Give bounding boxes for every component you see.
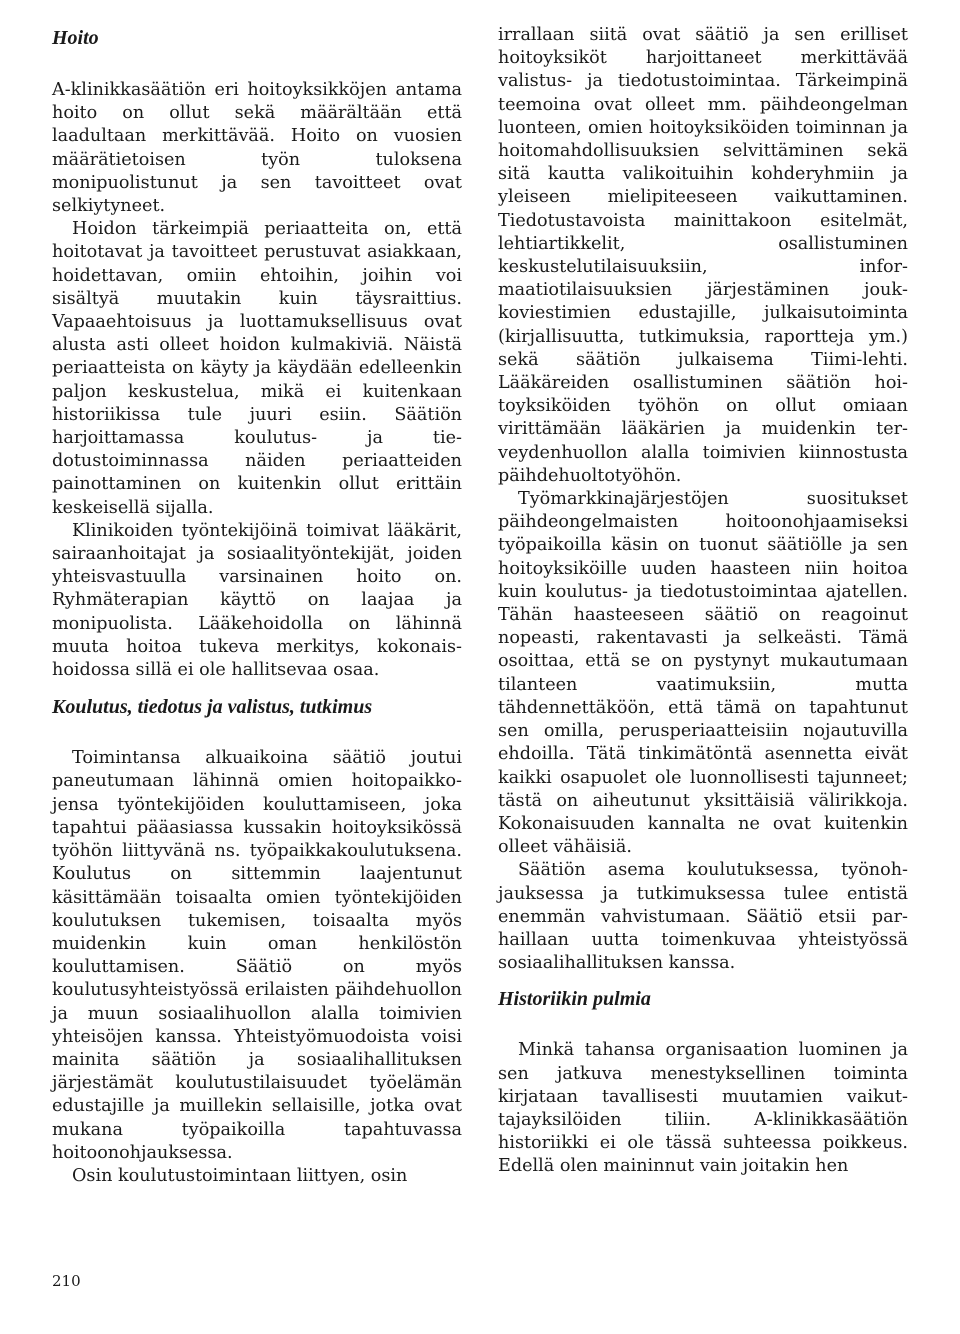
paragraph: Klinikoiden työntekijöinä toimivat lääkärit, sairaanhoitajat ja sosiaalityöntekijät, joiden yhteisvastuulla varsinainen hoito on. Ryhmäterapian käyttö on laajaa ja monipuolista. Lääkehoidolla on lähinnä muuta hoitoa tukeva merkitys, kokonaishoidossa sillä ei ole hallitsevaa osaa. [52, 520, 462, 681]
section-heading-hoito: Hoito [52, 27, 99, 49]
right-column [498, 24, 908, 1179]
section-heading-historiikin: Historiikin pulmia [498, 988, 651, 1011]
paragraph: Osin koulutustoimintaan liittyen, osin [72, 1165, 408, 1186]
paragraph: Minkä tahansa organisaation luominen ja sen jatkuva menestyksellinen toiminta kirjataan tavallisesti muutamien vaikuttajayksilöiden tiliin. A-klinikkasäätiön historiikki ei ole tässä suhteessa poikkeus. Edellä olen maininnut vain joitakin hen [498, 1040, 908, 1177]
page-number: 210 [52, 1272, 81, 1290]
paragraph: irrallaan siitä ovat säätiö ja sen erilliset hoitoyksiköt harjoittaneet merkittävää valistus- ja tiedotustoimintaa. Tärkeimpinä teemoina ovat olleet mm. päihdeongelman luonteen, omien hoitoyksiköiden toiminnan ja hoitomahdollisuuksien selvittäminen sekä sitä kautta valikoituihin kohderyhmiin ja yleiseen mielipiteeseen vaikuttaminen. Tiedotustavoista mainittakoon esitelmät, lehtiartikkelit, osallistuminen keskustelutilaisuuksiin, informaatiotilaisuuksien järjestäminen joukkoviestimien edustajille, julkaisutoiminta (kirjallisuutta, tutkimuksia, raportteja ym.) sekä säätiön julkaisema Tiimi-lehti. Lääkäreiden osallistuminen säätiön hoitoyksiköiden työhön on ollut omiaan virittämään lääkärien ja muidenkin terveydenhuollon alalla toimivien kiinnostusta päihdehuoltotyöhön. [498, 25, 908, 486]
paragraph: A-klinikkasäätiön eri hoitoyksikköjen antama hoito on ollut sekä määrältään että laadultaan merkittävää. Hoito on vuosien määrätietoisen työn tuloksena monipuolistunut ja sen tavoitteet ovat selkiytyneet. [52, 80, 462, 217]
paragraph: Hoidon tärkeimpiä periaatteita on, että hoitotavat ja tavoitteet perustuvat asiakkaan, hoidettavan, omiin ehtoihin, joihin voi sisältyä muutakin kuin täysraittius. Vapaaehtoisuus ja luottamuksellisuus ovat alusta asti olleet hoidon kulmakiviä. Näistä periaatteista on käyty ja käydään edelleenkin paljon keskustelua, mikä ei kuitenkaan historiikissa tule juuri esiin. Säätiön harjoittamassa koulutus- ja tiedotustoiminnassa näiden periaatteiden painottaminen on kuitenkin ollut erittäin keskeisellä sijalla. [52, 219, 462, 518]
section-heading-koulutus: Koulutus, tiedotus ja valistus, tutkimus [52, 696, 373, 719]
paragraph: Toimintansa alkuaikoina säätiö joutui paneutumaan lähinnä omien hoitopaikkojensa työntekijöiden kouluttamiseen, joka tapahtui pääasiassa kussakin hoitoyksikössä työhön liittyvänä ns. työpaikkakoulutuksena. Koulutus on sittemmin laajentunut käsittämään toisaalta omien työntekijöiden koulutuksen tukemisen, toisaalta myös muidenkin kuin oman henkilöstön kouluttamisen. Säätiö on myös koulutusyhteistyössä erilaisten päihdehuollon ja muun sosiaalihuollon alalla toimivien yhteisöjen kanssa. Yhteistyömuodoista voisi mainita säätiön ja sosiaalihallituksen järjestämät koulutustilaisuudet työelämän edustajille ja muillekin sellaisille, jotka ovat mukana työpaikoilla tapahtuvassa hoitoonohjauksessa. [52, 748, 462, 1163]
paragraph: Säätiön asema koulutuksessa, työnohjauksessa ja tutkimuksessa tulee entistä enemmän vahvistumaan. Säätiö etsii parhaillaan uutta toimenkuvaa yhteistyössä sosiaalihallituksen kanssa. [498, 860, 908, 974]
paragraph: Työmarkkinajärjestöjen suositukset päihdeongelmaisten hoitoonohjaamiseksi työpaikoilla käsin on tuonut säätiölle ja sen hoitoyksiköille uuden haasteen niin hoitoa kuin koulutus- ja tiedotustoimintaa ajatellen. Tähän haasteeseen säätiö on reagoinut nopeasti, rakentavasti ja selkeästi. Tämä osoittaa, että se on pystynyt mukautumaan tilanteen vaatimuksiin, mutta tähdennettäköön, että tämä on tapahtunut sen omilla, perusperiaatteisiin nojautuvilla ehdoilla. Tätä tinkimätöntä asennetta eivät kaikki osapuolet ole luonnollisesti tajunneet; tästä on aiheutunut yksittäisiä välirikkoja. Kokonaisuuden kannalta ne ovat kuitenkin olleet vähäisiä. [498, 489, 908, 858]
left-column [52, 24, 462, 1188]
